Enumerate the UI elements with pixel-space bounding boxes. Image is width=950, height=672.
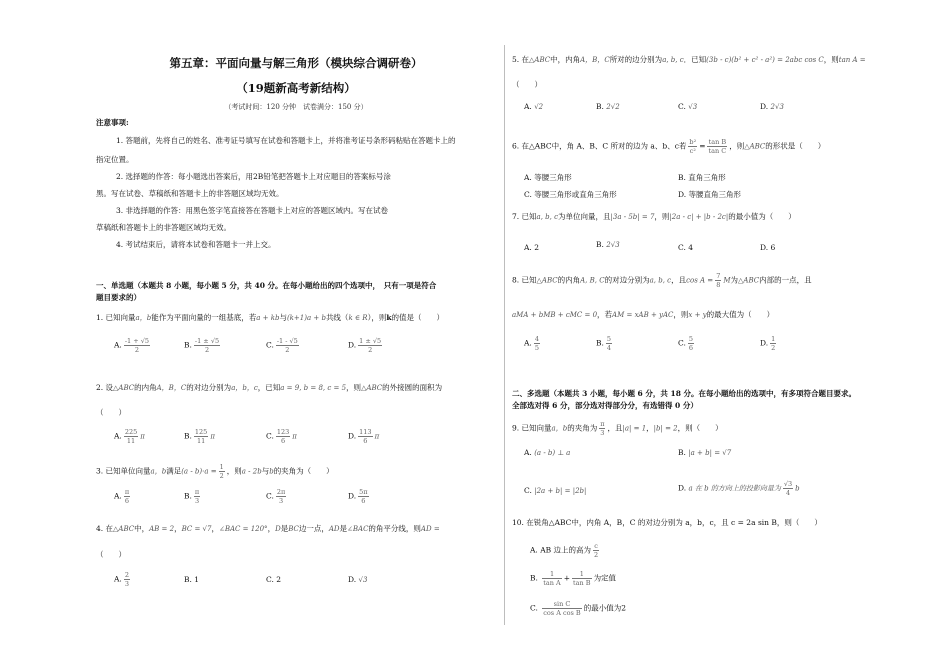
option-a[interactable]: A. $\frac{\pi}{6}$ — [114, 488, 130, 505]
notice-heading: 注意事项: — [96, 118, 129, 127]
option-d[interactable]: D. 6 — [760, 243, 776, 252]
option-c[interactable]: C. √3 — [678, 102, 698, 111]
left-column — [96, 0, 496, 672]
option-a[interactable]: A. 等腰三角形 — [524, 173, 572, 182]
notice-line: 指定位置。 — [96, 155, 134, 164]
option-d[interactable]: D. $\frac{1 \pm √5}{2}$ — [348, 337, 382, 354]
option-d[interactable]: D. $\frac{113}{6}$ π — [348, 428, 380, 445]
notice-line: 2. 选择题的作答：每小题选出答案后，用2B铅笔把答题卡上对应题目的答案标号涂 — [116, 172, 391, 181]
question-9-stem: 9. 已知向量a，b的夹角为 $\frac{\pi}{3}$ ，且|a| = 1，|b| = 2，则（ ） — [512, 420, 723, 437]
option-c[interactable]: C. 4 — [678, 243, 694, 252]
option-b[interactable]: B. $\frac{5}{4}$ — [596, 335, 612, 352]
question-8-stem-cont: aMA + bMB + cMC = 0，若AM = xAB + yAC，则x + y的最大值为（ ） — [512, 310, 775, 319]
section-single-choice: 一、单选题（本题共 8 小题，每小题 5 分，共 40 分。在每小题给出的四个选项中， 只有一项是符合 题目要求的） — [96, 281, 437, 302]
question-5-paren: （ ） — [512, 80, 542, 89]
notice-line: 4. 考试结束后，请将本试卷和答题卡一并上交。 — [116, 240, 276, 249]
option-c[interactable]: C. $\frac{2\pi}{3}$ — [266, 488, 286, 505]
option-b[interactable]: B. $\frac{-1 \pm √5}{2}$ — [184, 337, 220, 354]
option-d[interactable]: D. a 在 b 的方向上的投影向量为 $\frac{√3}{4}$ b — [678, 480, 800, 497]
option-b[interactable]: B. $\frac{\pi}{3}$ — [184, 488, 200, 505]
option-b[interactable]: B. 2√2 — [596, 102, 620, 111]
option-b[interactable]: B. $\frac{125}{11}$ π — [184, 428, 215, 445]
section-multi-choice: 二、多选题（本题共 3 小题，每小题 6 分，共 18 分。在每小题给出的选项中，有多项符合题目要求。 全部选对得 6 分，部分选对得部分分，有选错得 0 分） — [512, 389, 857, 410]
option-a[interactable]: A. (a - b) ⊥ a — [524, 448, 571, 457]
option-a[interactable]: A. √2 — [524, 102, 544, 111]
option-d[interactable]: D. 等腰直角三角形 — [678, 190, 742, 199]
option-b[interactable]: B. 2√3 — [596, 240, 620, 249]
option-b[interactable]: B. $\frac{1}{\text{tan A}}$ + $\frac{1}{\text{tan B}}$ 为定值 — [530, 570, 617, 587]
option-b[interactable]: B. |a + b| = √7 — [678, 448, 732, 457]
option-a[interactable]: A. AB 边上的高为 $\frac{c}{2}$ — [530, 542, 599, 559]
question-4-stem: 4. 在△ABC中，AB = 2，BC = √7，∠BAC = 120°，D是BC边一点，AD是∠BAC的角平分线，则AD = — [96, 524, 440, 533]
option-c[interactable]: C. 2 — [266, 575, 282, 584]
option-a[interactable]: A. $\frac{225}{11}$ π — [114, 428, 145, 445]
option-a[interactable]: A. $\frac{4}{5}$ — [524, 335, 539, 352]
option-d[interactable]: D. √3 — [348, 575, 368, 584]
option-c[interactable]: C. 等腰三角形或直角三角形 — [524, 190, 617, 199]
option-c[interactable]: C. $\frac{123}{6}$ π — [266, 428, 297, 445]
question-5-stem: 5. 在△ABC中，内角A，B，C所对的边分别为a, b, c．已知(3b - c)(b² + c² - a²) = 2abc cos C，则tan A = — [512, 55, 866, 64]
notice-line: 3. 非选择题的作答：用黑色签字笔直接答在答题卡上对应的答题区域内。写在试卷 — [116, 206, 389, 215]
question-3-stem: 3. 已知单位向量a，b满足(a - b)·a = $\frac{1}{2}$ ，则a - 2b与b的夹角为（ ） — [96, 463, 334, 480]
option-c[interactable]: C. $\frac{5}{6}$ — [678, 335, 693, 352]
notice-line: 黑。写在试卷、草稿纸和答题卡上的非答题区域均无效。 — [96, 189, 284, 198]
question-2-stem: 2. 设△ABC的内角A，B，C的对边分别为a，b，c，已知a = 9, b = 8, c = 5，则△ABC的外接圆的面积为 — [96, 383, 443, 392]
question-4-paren: （ ） — [96, 550, 126, 559]
question-1-stem: 1. 已知向量a，b能作为平面向量的一组基底，若a + kb与(k+1)a + b共线（k ∈ R），则k的值是（ ） — [96, 313, 445, 322]
notice-line: 1. 答题前，先将自己的姓名、准考证号填写在试卷和答题卡上，并将准考证号条形码粘贴在答题卡上的 — [116, 136, 456, 145]
option-d[interactable]: D. $\frac{5\pi}{6}$ — [348, 488, 368, 505]
option-c[interactable]: C. $\frac{-1 - √5}{2}$ — [266, 337, 298, 354]
question-6-stem: 6. 在△ABC中，角 A、B、C 所对的边为 a、b、c若 $\frac{\text{b²}}{\text{c²}}$ = $\frac{\text{tan B}}{\text{tan C}}$ ，则△ABC的形状是（ ） — [512, 138, 826, 155]
option-c[interactable]: C. |2a + b| = |2b| — [524, 486, 587, 495]
option-b[interactable]: B. 1 — [184, 575, 200, 584]
option-a[interactable]: A. $\frac{2}{3}$ — [114, 571, 129, 588]
question-7-stem: 7. 已知a, b, c为单位向量，且|3a - 5b| = 7，则|2a - c| + |b - 2c|的最小值为（ ） — [512, 212, 796, 221]
question-2-paren: （ ） — [96, 408, 126, 417]
option-c[interactable]: C. $\frac{\text{sin C}}{\text{cos A cos B}}$ 的最小值为2 — [530, 600, 626, 617]
option-d[interactable]: D. $\frac{1}{2}$ — [760, 335, 776, 352]
page-title: 第五章：平面向量与解三角形（模块综合调研卷） — [169, 56, 423, 70]
question-8-stem: 8. 已知△ABC的内角A, B, C的对边分别为a, b, c，且cos A = $\frac{7}{8}$ M为△ABC内部的一点，且 — [512, 272, 812, 289]
option-a[interactable]: A. $\frac{-1 + √5}{2}$ — [114, 337, 150, 354]
column-divider — [504, 45, 505, 625]
page-subtitle: （19题新高考新结构） — [236, 81, 356, 95]
option-d[interactable]: D. 2√3 — [760, 102, 784, 111]
question-10-stem: 10. 在锐角△ABC中，内角 A，B，C 的对边分别为 a，b，c，且 c = 2a sin B，则（ ） — [512, 518, 822, 527]
notice-line: 草稿纸和答题卡上的非答题区域均无效。 — [96, 223, 231, 232]
right-column — [512, 0, 912, 672]
option-a[interactable]: A. 2 — [524, 243, 539, 252]
exam-meta: （考试时间：120 分钟 试卷满分：150 分） — [224, 103, 368, 111]
option-b[interactable]: B. 直角三角形 — [678, 173, 726, 182]
